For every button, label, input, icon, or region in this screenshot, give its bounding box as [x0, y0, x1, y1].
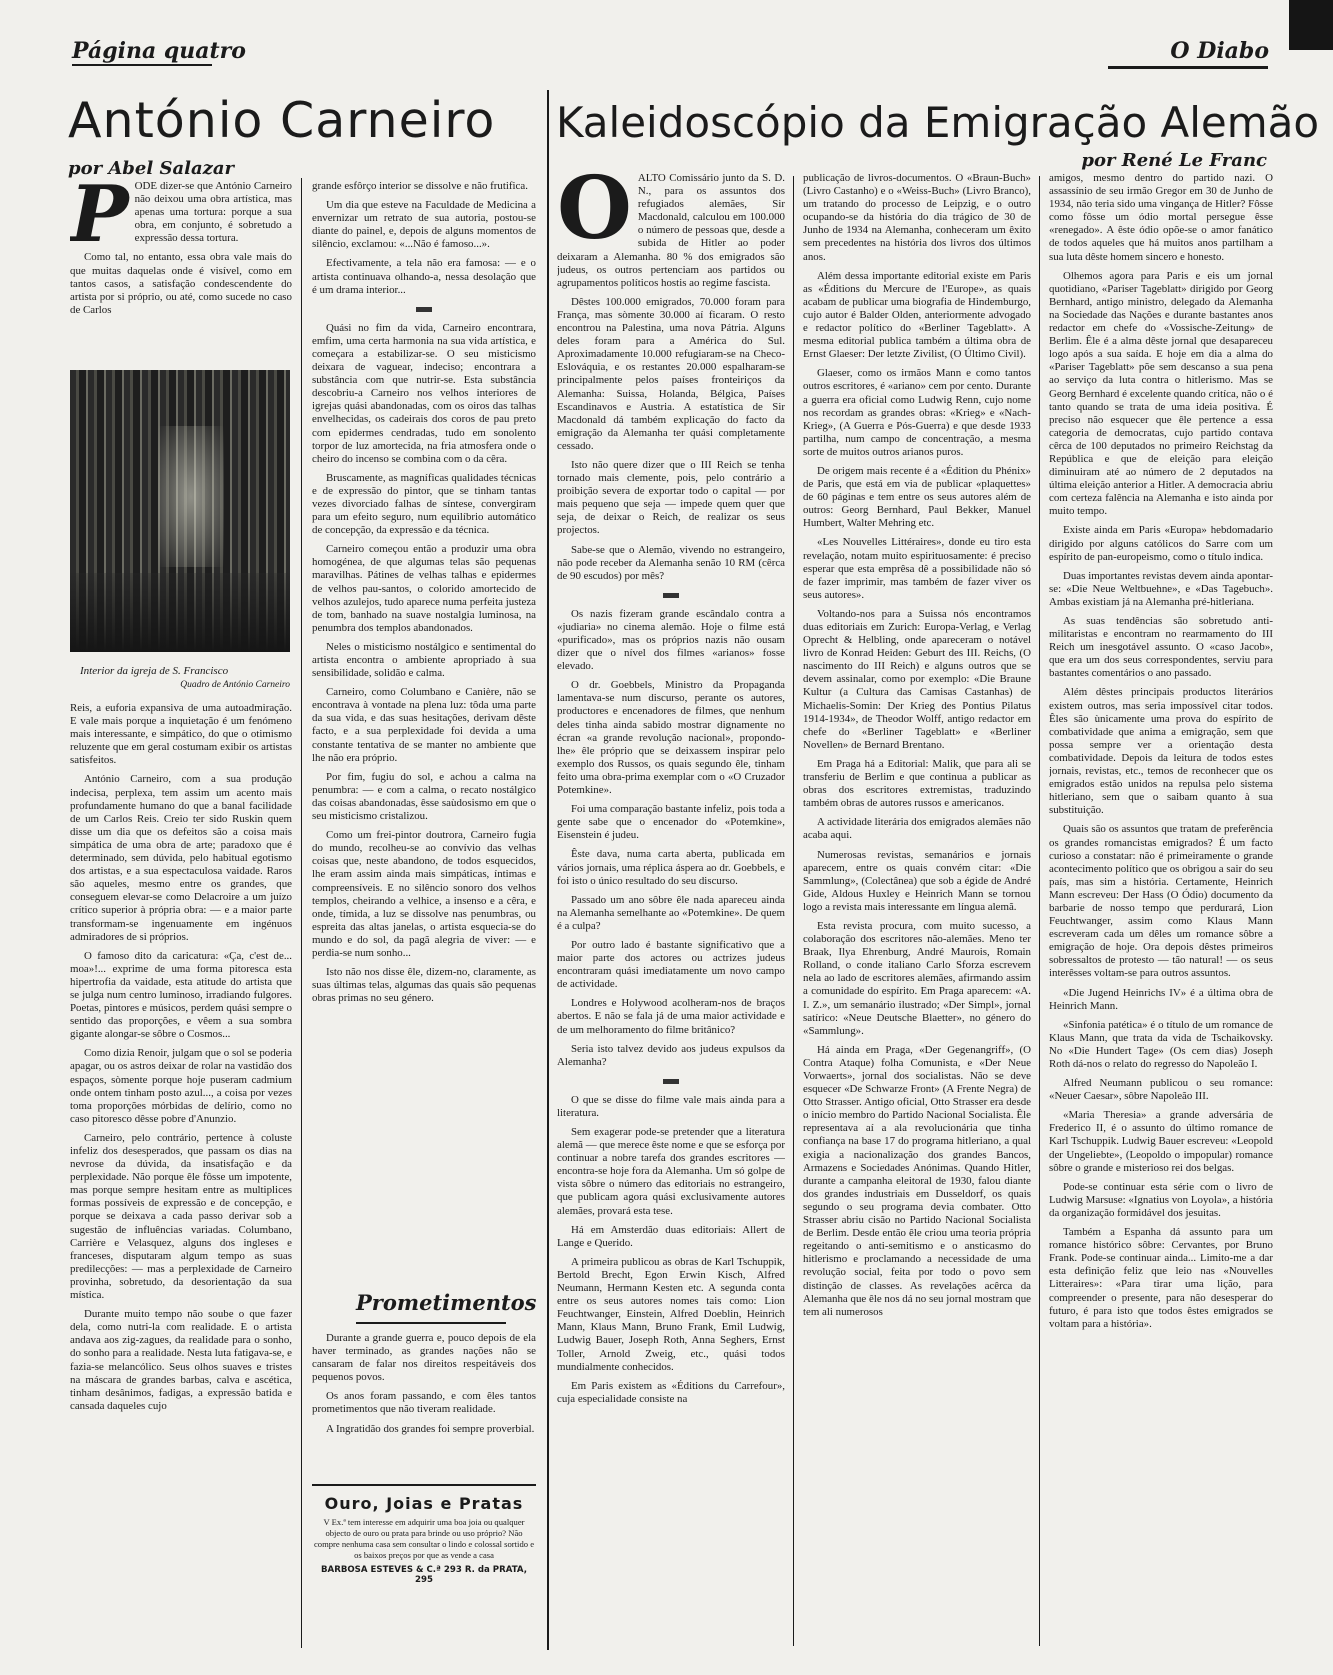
paragraph: Efectivamente, a tela não era famosa: — e o artista continuava olhando-a, nessa desolação que é um drama interior... [312, 257, 536, 296]
paragraph: Carneiro, como Columbano e Canière, não se encontrava à vontade na plena luz: tôda uma parte da sua vida, e das suas hesitações, derivam dêste facto, e a sua perplexidade foi devida a uma constante tentativa de se manter no ambiente que lhe não era próprio. [312, 686, 536, 764]
illustration-caption [80, 664, 290, 692]
paragraph: Em Praga há a Editorial: Malik, que para ali se transferiu de Berlim e que continua a publicar as obras dos escritores extremistas, traduzindo também obras de autores russos e americanos. [803, 757, 1031, 810]
paragraph: Durante muito tempo não soube o que fazer dela, como nutri-la com realidade. E o artista andava aos zig-zagues, da realidade para o sonho, do sonho para a realidade. Nesta luta fatigava-se, e fazia-se melancólico. Seus olhos suaves e tristes na máscara de grandes barbas, calva e ascética, tinham desânimos, fadigas, a expressão batida e cansada daqueles cujo [70, 1308, 292, 1412]
section-separator [663, 1079, 679, 1084]
paragraph: Há ainda em Praga, «Der Gegenangriff», (O Contra Ataque) folha Comunista, e «Der Neue Vorwaerts», jornal dos socialistas. Não se deve esquecer «De Schwarze Front» (A Frente Negra) de Otto Strasser. Antigo oficial, Otto Strasser era desde o início membro do Partido Nacional Socialista. Êle representava aí a ala revolucionária que tinha confiança na base 17 do programa hitleriano, a qual exigia a nacionalização dos grandes Bancos, Armazens e Sociedades Anónimas. Quando Hitler, durante a campanha eleitoral de 1930, falou diante dos grandes industriais em Dusseldorf, os quais segundo o seu programa devia combater. Otto Strasser abriu cisão no Partido Nacional Socialista de Berlim. Desde então êle criou uma teoria própria regeitando o anti-semitismo e o ansticasmo do hitlerismo e proclamando a necessidade de uma revolução social, feita por todo o povo sem distinção de classes. As revelações acêrca da Alemanha que êle nos dá no seu jornal mostram que tem ali numerosos [803, 1043, 1031, 1318]
paragraph: O dr. Goebbels, Ministro da Propaganda lamentava-se num discurso, perante os autores, productores e encenadores de filmes, que nenhum deles tinha ainda sabido mostrar dignamente no écran «a grande revolução nacional», propondo-lhe» êle próprio que se deixassem inspirar pelo exemplo dos Russos, os quais segundo êle, tinham feito uma obra-prima exemplar com o «O Cruzador Potemkine». [557, 679, 785, 797]
column-rule [301, 178, 302, 1648]
paragraph: Quási no fim da vida, Carneiro encontrara, emfim, uma certa harmonia na sua vida artística, e começara a estabilizar-se. O seu misticismo deixara de vaguear, indeciso; encontrara a substância com que nutrir-se. Esta substância descobriu-a Carneiro nos velhos interiores de igrejas quási abandonadas, com os oiros das talhas envelhecidas, os cadeirais dos coros de pau preto com epidermes cendradas, tudo em sonolento torpor de luz amortecida, na fria atmosfera onde o cheiro do incenso se combina com o da cêra. [312, 321, 536, 465]
paragraph: Alfred Neumann publicou o seu romance: «Neuer Caesar», sôbre Napoleão III. [1049, 1077, 1273, 1103]
paragraph: O que se disse do filme vale mais ainda para a literatura. [557, 1093, 785, 1119]
paragraph: Reis, a euforia expansiva de uma autoadmiração. E vale mais porque a inquietação é um fenómeno mais interessante, e simpático, do que o otimismo reluzente que em geral costumam exibir os artistas satisfeitos. [70, 702, 292, 767]
page-running-head: Página quatro [72, 38, 246, 64]
left-dropcap: P [70, 180, 129, 260]
paragraph: Duas importantes revistas devem ainda apontar-se: «Die Neue Weltbuehne», e «Das Tagebuch». Ambas existiam já na Alemanha pré-hitleriana. [1049, 569, 1273, 608]
right-col3 [1049, 172, 1273, 1652]
box-title: Prometimentos [356, 1290, 537, 1315]
section-separator [416, 307, 432, 312]
paragraph: Foi uma comparação bastante infeliz, pois toda a gente sabe que o encenador do «Potemkine», Eisenstein é judeu. [557, 803, 785, 842]
paragraph: A actividade literária dos emigrados alemães não acaba aqui. [803, 816, 1031, 842]
paragraph: Em Paris existem as «Éditions du Carrefour», cuja especialidade consiste na [557, 1379, 785, 1405]
jewelry-advert [312, 1484, 536, 1585]
scan-corner-mark [1289, 0, 1333, 50]
paragraph: Glaeser, como os irmãos Mann e como tantos outros escritores, é «ariano» cem por cento. Durante a guerra era oficial como Ludwig Renn, cujo nome nos recordam as grandes obras: «Krieg» e «Nach-Krieg», (A Guerra e Pós-Guerra) e que desde 1933 partilha, num campo de concentração, a mesma sorte de muitos outros arianos puros. [803, 367, 1031, 458]
paragraph: De origem mais recente é a «Édition du Phénix» de Paris, que está em via de publicar «plaquettes» de 60 páginas e tem entre os seus autores além de outros: Georg Bernhard, Paul Bekker, Manuel Humbert, Walter Mehring etc. [803, 464, 1031, 530]
paragraph: Voltando-nos para a Suissa nós encontramos duas editoriais em Zurich: Europa-Verlag, e Verlag Oprecht & Helbling, onde apareceram o notável livro de Konrad Heiden: Geburt des III. Reichs, (O nascimento do III Reich) e alguns outros que se devem assinalar, como por exemplo: «Die Braune Kultur (a Cultura das Camisas Castanhas) de Michaelis-Somin: Der Krieg des Pontius Pilatus 1914-1934», de Theodor Wolff, antigo redactor em chefe do «Berliner Tageblatt» e «Berliner Novellen» de Bernard Brentano. [803, 607, 1031, 751]
paragraph: Sabe-se que o Alemão, vivendo no estrangeiro, não pode receber da Alemanha senão 10 RM (cêrca de 90 escudos) por mês? [557, 543, 785, 582]
right-byline: por René Le Franc [1081, 150, 1267, 171]
paragraph: Isto não nos disse êle, dizem-no, claramente, as suas últimas telas, algumas das quais são pequenas obras primas no seu género. [312, 966, 536, 1005]
paragraph: Por fim, fugiu do sol, e achou a calma na penumbra: — e com a calma, o recato nostálgico das coisas abandonadas, êsse saùdosismo em que o seu misticismo cristalizou. [312, 770, 536, 823]
paragraph: publicação de livros-documentos. O «Braun-Buch» (Livro Castanho) e o «Weiss-Buch» (Livro Branco), um tratando do processo de Leipzig, e o outro ocupando-se da história do dia trágico de 30 de Junho de 1934 na Alemanha, conheceram um êxito sem precedentes na história dos livros dos últimos anos. [803, 172, 1031, 263]
caption-title: Interior da igreja de S. Francisco [80, 665, 229, 677]
paragraph: A primeira publicou as obras de Karl Tschuppik, Bertold Brecht, Egon Erwin Kisch, Alfred Neumann, Hermann Kesten etc. A segunda conta entre os seus autores nomes tais como: Lion Feuchtwanger, Einstein, Alfred Doeblin, Heinrich Mann, Klaus Mann, Bruno Frank, Emil Ludwig, Ludwig Bauer, Joseph Roth, Anna Seghers, Ernst Toller, Arnold Zweig, etc., quási todos mundialmente conhecidos. [557, 1255, 785, 1373]
paragraph: Há em Amsterdão duas editoriais: Allert de Lange e Querido. [557, 1223, 785, 1249]
paragraph: grande esfôrço interior se dissolve e não frutifica. [312, 180, 528, 192]
paragraph: Olhemos agora para Paris e eis um jornal quotidiano, «Pariser Tageblatt» dirigido por Georg Bernhard, antigo ministro, delegado da Alemanha na Sociedade das Nações e durante bastantes anos redactor em chefe do «Vossische-Zeitung» de Berlim. Êle é a alma dêste jornal que desapareceu logo após a sua saída. E hoje em dia a alma do «Pariser Tageblatt» põe sem descanso a sua pena ao serviço da luta contra o hitlerismo. Mas se Georg Bernhard é excelente quando critíca, não o é tanto quando se trata de uma ideia positiva. É preciso não esquecer que êle pertence a essa categoria de democratas, cujo partido contava cêrca de 100 deputados no primeiro Reichstag da República e que de eleição para eleição diminuiram até ao número de 2 deputados na última eleição anterior a Hitler. A democracia abriu com certeza falência na Alemanha e isto ainda por muito tempo. [1049, 269, 1273, 518]
paragraph: Passado um ano sôbre êle nada apareceu ainda na Alemanha semelhante ao «Potemkine». De quem é a culpa? [557, 893, 785, 932]
paragraph: Sem exagerar pode-se pretender que a literatura alemã — que merece êste nome e que se esforça por continuar a nobre tarefa dos grandes escritores — encontra-se hoje fora da Alemanha. Um só golpe de vista sôbre o número das editoriais no estrangeiro, que publicam agora quási exclusivamente autores alemães, provará esta tese. [557, 1126, 785, 1217]
paragraph: Pode-se continuar esta série com o livro de Ludwig Marsuse: «Ignatius von Loyola», a história da organização formidável dos jesuitas. [1049, 1180, 1273, 1219]
paragraph: Um dia que esteve na Faculdade de Medicina a envernizar um retrato de sua autoria, postou-se diante do painel, e, depois de alguns momentos de silêncio, exclamou: «...Não é famoso...». [312, 199, 536, 251]
paragraph: Durante a grande guerra e, pouco depois de ela haver terminado, as grandes nações não se cansaram de falar nos direitos respeitáveis dos pequenos povos. [312, 1332, 536, 1384]
right-col2 [803, 172, 1031, 1652]
advert-address: BARBOSA ESTEVES & C.ª 293 R. da PRATA, 295 [321, 1565, 527, 1585]
paragraph: amigos, mesmo dentro do partido nazi. O assassínio de seu irmão Gregor em 30 de Junho de 1934, não teria sido uma vingança de Hitler? Fôsse como fôsse um ódio mortal persegue êsse «renegado». A êste ódio opõe-se o amor fanático de todos aqueles que há muitos anos partilham a sua luta dêste homem sincero e honesto. [1049, 172, 1273, 263]
paragraph: ALTO Comissário junto da S. D. N., para os assuntos dos refugiados alemães, Sir Macdonald, calculou em 100.000 o número de pessoas que, desde a subida de Hitler ao poder deixaram a Alemanha. 80 % dos emigrados são judeus, os outros pertenciam aos partidos ou agrupamentos políticos hostis ao regime fascista. [557, 172, 785, 289]
paragraph: António Carneiro, com a sua produção indecisa, perplexa, tem assim um acento mais profundamente humano do que a banal facilidade de um Carlos Reis. Creio ter sido Ruskin quem disse um dia que os defeitos são a coisa mais simpática de uma obra de arte; paradoxo que é determinado, sem dúvida, pelo habitual egotismo dos artistas, e a sua espectaculosa vaidade. Raros são aqueles, mesmo entre os grandes, que conseguem elevar-se como Delacroire a um juízo crítico superior à própria obra: — e a maior parte transformam-se ingenuamente em ingénuos admiradores de si próprios. [70, 773, 292, 943]
paragraph: Como um frei-pintor doutrora, Carneiro fugia do mundo, recolheu-se ao convívio das velhas coisas que, neste abandono, de todos esquecidos, lhe eram assim ainda mais simpáticas, íntimas e compreensíveis. E no silêncio sonoro dos velhos templos, cheirando a velhice, a insenso e a cêra, e onde, tímida, a luz se dissolve nas penumbras, ou espreita das altas janelas, o artista esquecia-se do mundo e do sol, da pagã alegria de viver: — e perdia-se num sonho... [312, 829, 536, 959]
paragraph: Quais são os assuntos que tratam de preferência os grandes romancistas emigrados? É um facto curioso a constatar: não é primeiramente o grande acontecimento político que os obrigou a sair do seu país, mas sim a história. Certamente, Heinrich Mann escreveu: Der Hass (O Ódio) documento da barbarie de nosso tempo que perdurará, Lion Feuchtwanger, assim como Klaus Mann escreveram cada um dêles um romance sôbre a emigração de hoje. Ora depois dêstes primeiros sobressaltos de protesto — tão natural! — os seus interêsses voltam-se para outros assuntos. [1049, 823, 1273, 980]
paragraph: Esta revista procura, com muito sucesso, a colaboração dos escritores não-alemães. Meno ter Braak, Ilya Ehrenburg, André Maurois, Romain Rolland, o conde italiano Carlo Sforza escrevem nela ao lado de escritores alemães, afirmando assim a comunidade do espírito. Em Praga aparecem: «A. I. Z.», um semanário ilustrado; «Der Simpl», jornal satírico: «Neue Deutsche Blaetter», no género do «Sammlung». [803, 919, 1031, 1037]
box-title-underline [356, 1322, 506, 1324]
paragraph: Neles o misticismo nostálgico e sentimental do artista encontra o ambiente apropriado à sua sensibilidade, solidão e calma. [312, 640, 536, 680]
paragraph: Por outro lado é bastante significativo que a maior parte dos actores ou actrizes judeus encontraram quási imediatamente um novo campo de actividade. [557, 938, 785, 991]
paragraph: Êste dava, numa carta aberta, publicada em vários jornais, uma réplica áspera ao dr. Goebbels, e foi isto o único resultado do seu discurso. [557, 848, 785, 887]
paragraph: Bruscamente, as magníficas qualidades técnicas e de expressão do pintor, que se tinham tantas vezes divorciado falhas de síntese, convergiram para um efeito seguro, num equilíbrio automático de concepção, da expressão e da técnica. [312, 471, 536, 537]
section-separator [663, 593, 679, 598]
running-head-underline [72, 64, 212, 66]
paragraph: Como dizia Renoir, julgam que o sol se poderia apagar, ou os astros deixar de rolar na vastidão dos espaços, sòmente porque hoje puseram cadmium onde ontem tinham posto azul..., a coisa por vezes toma proporções mórbidas de delírio, como no caso pitoresco dêsse pobre d'Anunzio. [70, 1047, 292, 1125]
paragraph: Seria isto talvez devido aos judeus expulsos da Alemanha? [557, 1042, 785, 1068]
paragraph: Também a Espanha dá assunto para um romance histórico sôbre: Cervantes, por Bruno Frank. Pode-se continuar ainda... Limito-me a dar esta definição feliz que leio nas «Nouvelles Litteraires»: «Para tirar uma lição, para compreender o presente, para não desesperar do futuro, é para isto que todos êstes emigrados se voltam para a história». [1049, 1226, 1273, 1330]
paragraph: Carneiro, pelo contrário, pertence à coluste infeliz dos desesperados, que passam os dias na nevrose da dúvida, da insatisfação e da perplexidade. Não porque êle fôsse um impotente, mas porque sempre hesitam entre as multiplices formas possíveis de expressão e de concepção, e porque se deixava a cada passo derivar sob a sugestão de influências variadas. Columbano, Carrière e Velasquez, alguns dos ingleses e franceses, disputaram algum tempo as suas predilecções: — mas a perplexidade de Carneiro provinha, sobretudo, da desorientação da sua mística. [70, 1131, 292, 1302]
column-rule [1039, 176, 1040, 1646]
caption-source: Quadro de António Carneiro [180, 680, 290, 690]
paragraph: Isto não quere dizer que o III Reich se tenha tornado mais clemente, pois, pelo contrário a proibição severa de exportar todo o capital — por mais pequeno que seja — impede quem quer que seja, de deixar o Reich, de realizar os seus projectos. [557, 458, 785, 537]
paragraph: Além dêstes principais productos literários existem outros, mas seria impossível citar todos. Êles são ùnicamente uma prova do espírito de combatividade que anima a emigração, sem que possa sempre ver a orientação desta combatividade. Depois da leitura de todos estes jornais, revistas, etc., temos de reconhecer que os emigrados estão unidos na repulsa pelo sistema hitleriano, sem que o saibam quanto à sua substituição. [1049, 686, 1273, 817]
right-dropcap: O [557, 172, 632, 259]
paragraph: Carneiro começou então a produzir uma obra homogénea, de que algumas telas são pequenas maravilhas. Pátines de velhas talhas e epidermes de velhos pau-santos, o colorido amortecido de velhos azulejos, tudo aparece numa perfeita justeza de tom, banhado na suave nostalgia luminosa, na penumbra dos templos abandonados. [312, 543, 536, 634]
left-col1-top [70, 180, 292, 362]
advert-body: V Ex.ª tem interesse em adquirir uma boa joia ou qualquer objecto de ouro ou prata para brinde ou uso próprio? Não compre nenhuma casa sem consultar o lindo e colossal sortido e os baixos preços por que as vende a casa [313, 1517, 535, 1560]
paragraph: «Sinfonia patética» é o título de um romance de Klaus Mann, que trata da vida de Tschaikovsky. No «Die Hundert Tage» (Os cem dias) Joseph Roth dá-nos o relato do regresso do Napoleão I. [1049, 1018, 1273, 1070]
paragraph: «Les Nouvelles Littéraires», donde eu tiro esta revelação, notam muito espirituosamente: é preciso esperar que esta emprêsa dê a possibilidade não só de fazer imprimir, mas também de fazer viver os seus autores». [803, 536, 1031, 601]
masthead-name: O Diabo [1170, 38, 1269, 64]
article-divider [547, 90, 549, 1650]
column-rule [793, 176, 794, 1646]
paragraph: O famoso dito da caricatura: «Ça, c'est de... moa»!... exprime de uma forma pitoresca esta hipertrofia da vaidade, esta atitude do artista que se julga num centro luminoso, irradiando fulgores. Poetas, pintores e músicos, perdem quási sempre o sentido das proporções, e vêem a sua sombra gigante alongar-se sôbre o Cosmos... [70, 949, 292, 1041]
paragraph: «Die Jugend Heinrichs IV» é a última obra de Heinrich Mann. [1049, 986, 1273, 1012]
paragraph: Os anos foram passando, e com êles tantos prometimentos que não tiveram realidade. [312, 1390, 536, 1416]
right-headline: Kaleidoscópio da Emigração Alemão [556, 98, 1320, 147]
paragraph: Existe ainda em Paris «Europa» hebdomadario dirigido por alguns católicos do Sarre com um espírito de pan-europeismo, como o título indica. [1049, 524, 1273, 563]
paragraph: ODE dizer-se que António Carneiro não deixou uma obra artística, mas apenas uma tortura: porque a sua obra, em conjunto, é sobretudo a expressão dessa tortura. [134, 180, 292, 245]
paragraph: As suas tendências são sobretudo anti-militaristas e encontram no rearmamento do III Reich um inesgotável assunto. O «caso Jacob», que era um dos seus correspondentes, serviu para bastantes comentários o ano passado. [1049, 615, 1273, 680]
left-byline: por Abel Salazar [68, 158, 234, 179]
paragraph: Numerosas revistas, semanários e jornais aparecem, entre os quais convém citar: «Die Sammlung», (Colectânea) que sob a égide de André Gide, Aldous Huxley e Heinrich Mann se tornou logo a revista mais interessante em língua alemã. [803, 848, 1031, 913]
left-col2 [312, 180, 536, 1280]
paragraph: A Ingratidão dos grandes foi sempre proverbial. [326, 1422, 535, 1435]
paragraph: Como tal, no entanto, essa obra vale mais do que muitas daquelas onde é visível, como em tantos casos, a satisfação condescendente do artista por si próprio, ou até, como sucede no caso de Carlos [70, 251, 292, 316]
box-body [312, 1332, 536, 1478]
advert-title: Ouro, Joias e Pratas [324, 1494, 524, 1513]
paragraph: «Maria Theresia» a grande adversária de Frederico II, é o assunto do último romance de Karl Tschuppik. Ludwig Bauer escreveu: «Leopold der Ungeliebte», (Leopoldo o impopular) romance sôbre o grande e misterioso rei dos belgas. [1049, 1109, 1273, 1174]
paragraph: Os nazis fizeram grande escândalo contra a «judiaria» no cinema alemão. Hoje o filme está «purificado», mas os próprios nazis não ousam dizer que o nível dos filmes «arianos» fosse elevado. [557, 607, 785, 673]
paragraph: Além dessa importante editorial existe em Paris as «Éditions du Mercure de l'Europe», as quais acabam de publicar uma biografia de Hindemburgo, cujo autor é Balder Olden, anteriormente advogado e redactor político do «Berliner Tageblatt». A mesma editorial publica também a última obra de Ernst Glaeser: Der letzte Zivilist, (O Último Civil). [803, 269, 1031, 361]
paragraph: Dêstes 100.000 emigrados, 70.000 foram para França, mas sòmente 30.000 aí ficaram. O resto encontrou na Palestina, uma nova Pátria. Alguns deles foram para a América do Sul. Aproximadamente 10.000 refugiaram-se na Checo-Eslováquia, e os restantes 20.000 espalharam-se principalmente pelos países fronteiriços da Alemanha: Suissa, Holanda, Bélgica, Países Escandinavos e Austria. A estatística de Sir Macdonald dá também explicação do facto da emigração da Alemanha ter quási completamente cessado. [557, 295, 785, 452]
left-headline: António Carneiro [68, 92, 496, 149]
painting-illustration [70, 370, 290, 652]
paragraph: Londres e Holywood acolheram-nos de braços abertos. E não se fala já de uma maior actividade e de um melhoramento do filme britânico? [557, 997, 785, 1036]
left-col1-bottom [70, 702, 292, 1652]
right-col1 [557, 172, 785, 1652]
masthead-underline [1108, 66, 1268, 69]
